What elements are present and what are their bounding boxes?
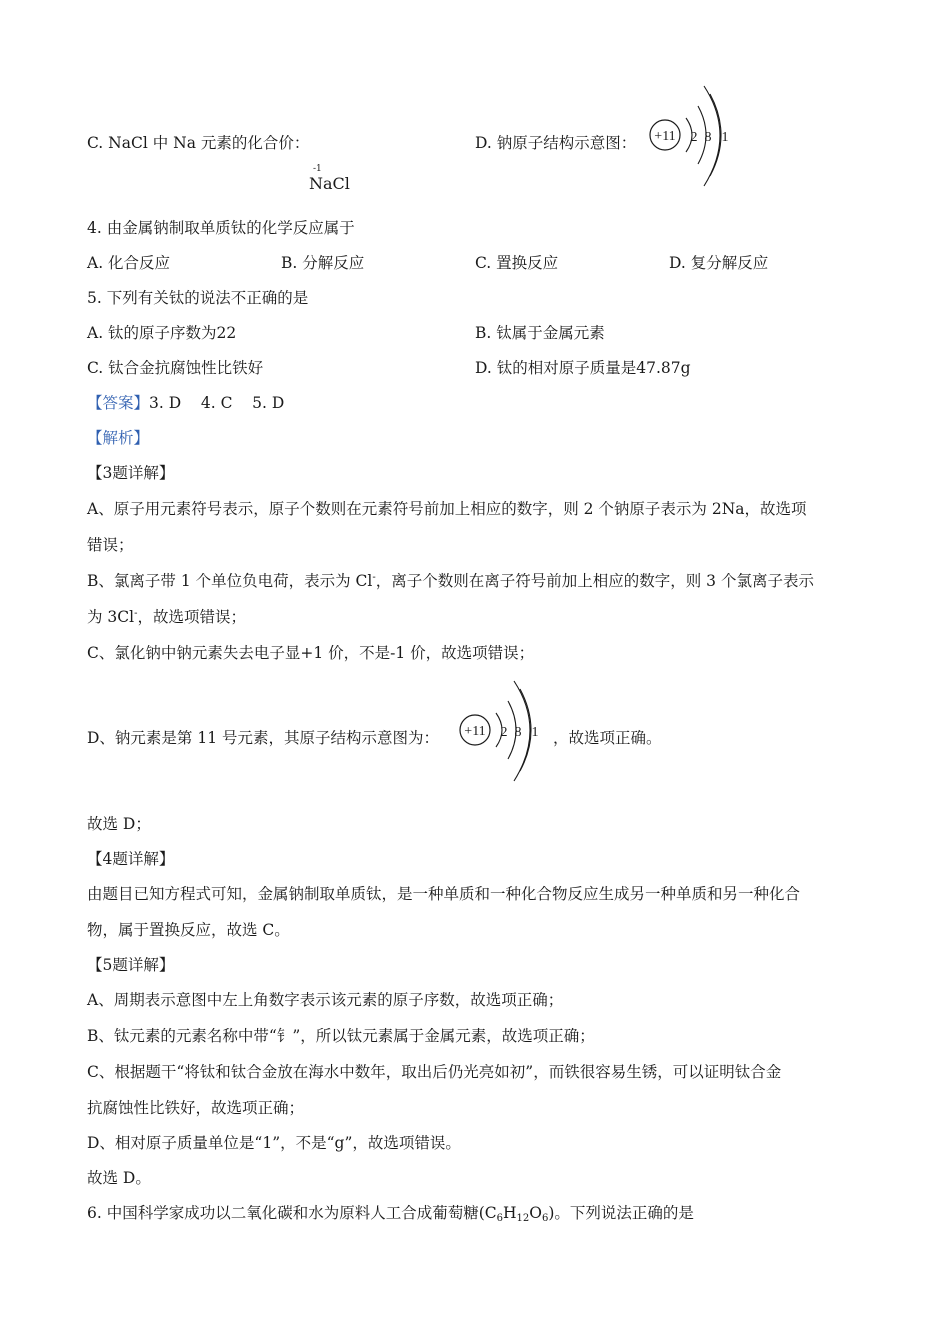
q6-sub-3: 6 <box>541 1213 549 1224</box>
q6-sub-2: 12 <box>516 1213 530 1224</box>
option-5c: C. 钛合金抗腐蚀性比铁好 <box>87 359 264 377</box>
detail-5-c-line1: C、根据题干“将钛和钛合金放在海水中数年，取出后仍光亮如初”，而铁很容易生锈，可以证明钛合金 <box>87 1063 782 1081</box>
sodium-atom-diagram-2 <box>456 675 546 785</box>
nacl-rest: aCl <box>323 174 350 193</box>
detail-3-d-pre: D、钠元素是第 11 号元素，其原子结构示意图为： <box>87 729 440 747</box>
option-5b: B. 钛属于金属元素 <box>475 324 605 342</box>
analysis-tag: 【解析】 <box>87 429 150 447</box>
detail-5-heading: 【5题详解】 <box>87 956 175 974</box>
detail-3-c: C、氯化钠中钠元素失去电子显+1 价，不是-1 价，故选项错误； <box>87 644 535 662</box>
question-4-stem: 4. 由金属钠制取单质钛的化学反应属于 <box>87 219 355 237</box>
option-3d: D. 钠原子结构示意图： <box>475 134 637 152</box>
detail-5-a: A、周期表示意图中左上角数字表示该元素的原子序数，故选项正确； <box>87 991 564 1009</box>
detail-5-d: D、相对原子质量单位是“1”，不是“g”，故选项错误。 <box>87 1134 461 1152</box>
question-5-stem: 5. 下列有关钛的说法不正确的是 <box>87 289 309 307</box>
detail-3-b-line2 <box>87 605 246 627</box>
question-6-stem <box>87 1201 694 1224</box>
detail-3-d-post: ，故选项正确。 <box>553 729 662 747</box>
option-5d: D. 钛的相对原子质量是47.87g <box>475 359 691 377</box>
shell-2-electrons: 8 <box>704 130 712 145</box>
shell-2-electrons-2: 8 <box>514 725 522 740</box>
nacl-formula <box>309 174 350 193</box>
detail-5-b: B、钛元素的元素名称中带“钅”，所以钛元素属于金属元素，故选项正确； <box>87 1027 595 1045</box>
nacl-n: N <box>309 174 323 193</box>
chloride-charge: - <box>372 572 376 583</box>
charge-label: -1 <box>313 164 322 174</box>
detail-4-heading: 【4题详解】 <box>87 850 175 868</box>
sodium-atom-diagram <box>646 80 736 190</box>
option-4d: D. 复分解反应 <box>669 254 769 272</box>
answer-line <box>87 391 284 413</box>
detail-3-a-line2: 错误； <box>87 536 134 554</box>
shell-1-electrons-2: 2 <box>500 725 508 740</box>
detail-3-heading: 【3题详解】 <box>87 464 175 482</box>
q6-h: H <box>503 1204 517 1222</box>
detail-3-b-pre: B、氯离子带 1 个单位负电荷，表示为 Cl <box>87 572 373 590</box>
answer-tag: 【答案】 <box>87 394 150 412</box>
q6-pre: 6. 中国科学家成功以二氧化碳和水为原料人工合成葡萄糖(C <box>87 1204 497 1222</box>
detail-3-b2-pre: 为 3Cl <box>87 608 135 626</box>
nucleus-label-2: +11 <box>464 724 486 739</box>
answer-text: 3. D 4. C 5. D <box>149 394 285 412</box>
q6-post: )。下列说法正确的是 <box>548 1204 694 1222</box>
shell-3-electrons: 1 <box>721 130 729 145</box>
nucleus-label: +11 <box>654 129 676 144</box>
shell-3-electrons-2: 1 <box>531 725 539 740</box>
option-4b: B. 分解反应 <box>281 254 365 272</box>
option-4a: A. 化合反应 <box>87 254 171 272</box>
shell-1-electrons: 2 <box>690 130 698 145</box>
option-5a: A. 钛的原子序数为22 <box>87 324 237 342</box>
detail-3-b-post: ，离子个数则在离子符号前加上相应的数字，则 3 个氯离子表示 <box>375 572 814 590</box>
option-4c: C. 置换反应 <box>475 254 559 272</box>
detail-5-choose: 故选 D。 <box>87 1169 151 1187</box>
q6-o: O <box>529 1204 542 1222</box>
detail-3-choose: 故选 D； <box>87 815 151 833</box>
detail-3-b2-post: ，故选项错误； <box>137 608 247 626</box>
detail-5-c-line2: 抗腐蚀性比铁好，故选项正确； <box>87 1099 305 1117</box>
detail-4-line1: 由题目已知方程式可知，金属钠制取单质钛，是一种单质和一种化合物反应生成另一种单质和另一种化合 <box>87 885 801 903</box>
detail-4-line2: 物，属于置换反应，故选 C。 <box>87 921 290 939</box>
q6-sub-1: 6 <box>496 1213 503 1224</box>
chloride-charge-2: - <box>134 608 138 619</box>
detail-3-b-line1 <box>87 569 814 591</box>
option-3c: C. NaCl 中 Na 元素的化合价： <box>87 134 310 152</box>
detail-3-a-line1: A、原子用元素符号表示，原子个数则在元素符号前加上相应的数字，则 2 个钠原子表示为 2Na，故选项 <box>87 500 807 518</box>
